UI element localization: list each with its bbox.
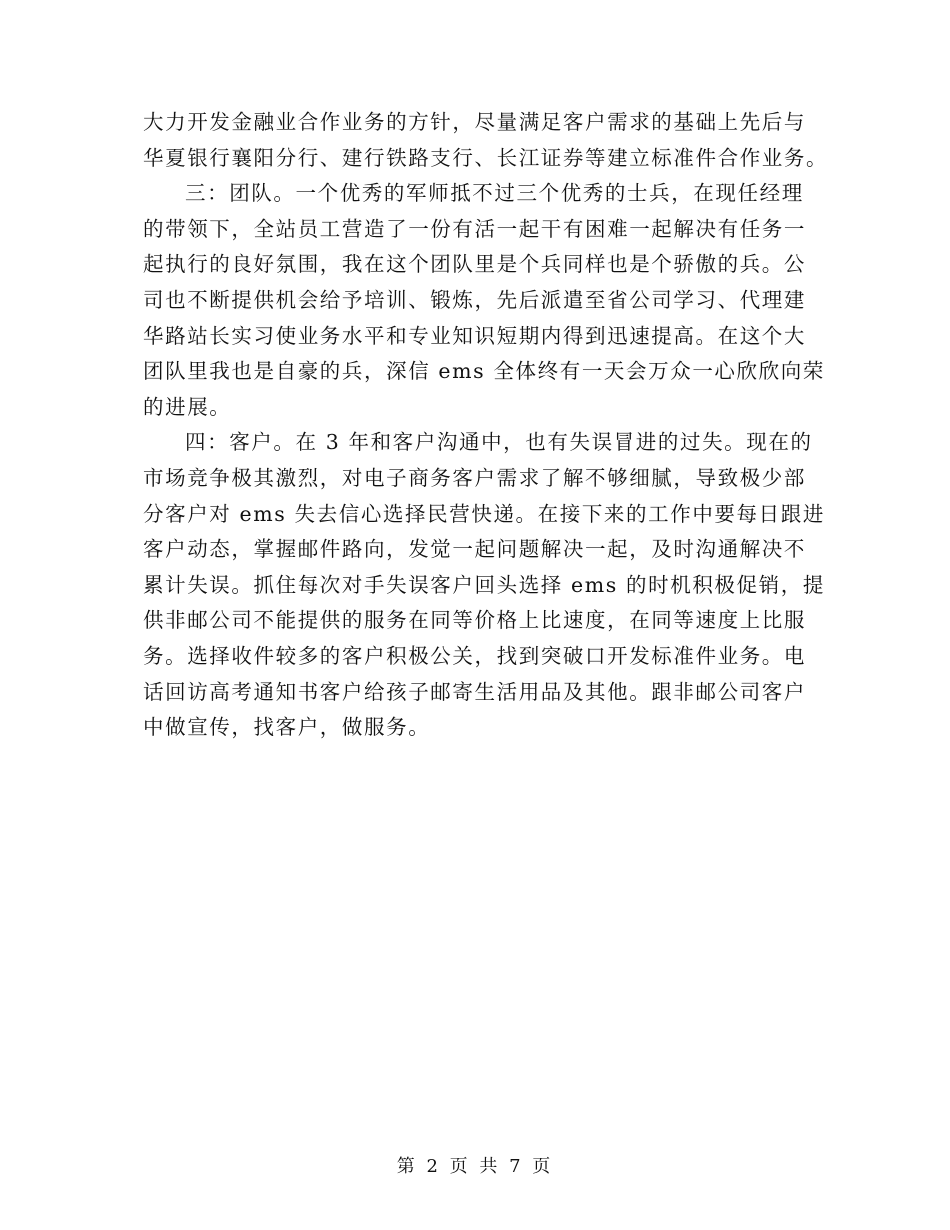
text-line: 四：客户。在 3 年和客户沟通中，也有失误冒进的过失。现在的 [185,430,813,455]
page-number-footer: 第 2 页 共 7 页 [396,1156,554,1177]
text-line: 客户动态，掌握邮件路向，发觉一起问题解决一起，及时沟通解决不 [143,537,806,562]
text-line: 务。选择收件较多的客户积极公关，找到突破口开发标准件业务。电 [143,643,806,668]
text-line: 话回访高考通知书客户给孩子邮寄生活用品及其他。跟非邮公司客户 [143,679,806,704]
paragraph-customer [143,425,825,745]
text-line: 华路站长实习使业务水平和专业知识短期内得到迅速提高。在这个大 [143,323,806,348]
text-line: 累计失误。抓住每次对手失误客户回头选择 ems 的时机积极促销，提 [143,572,825,597]
paragraph-1 [143,105,829,176]
text-line: 中做宣传，找客户，做服务。 [143,715,431,740]
text-line: 起执行的良好氛围，我在这个团队里是个兵同样也是个骄傲的兵。公 [143,252,806,277]
text-line: 供非邮公司不能提供的服务在同等价格上比速度，在同等速度上比服 [143,608,806,633]
text-line: 三：团队。一个优秀的军师抵不过三个优秀的士兵，在现任经理 [185,181,804,206]
text-line: 市场竞争极其激烈，对电子商务客户需求了解不够细腻，导致极少部 [143,465,806,490]
text-line: 华夏银行襄阳分行、建行铁路支行、长江证券等建立标准件合作业务。 [143,145,829,170]
text-line: 分客户对 ems 失去信心选择民营快递。在接下来的工作中要每日跟进 [143,501,825,526]
text-line: 团队里我也是自豪的兵，深信 ems 全体终有一天会万众一心欣欣向荣 [143,359,825,384]
document-body [143,105,829,746]
text-line: 的带领下，全站员工营造了一份有活一起干有困难一起解决有任务一 [143,216,806,241]
text-line: 大力开发金融业合作业务的方针，尽量满足客户需求的基础上先后与 [143,110,806,134]
paragraph-team [143,176,825,425]
text-line: 司也不断提供机会给予培训、锻炼，先后派遣至省公司学习、代理建 [143,287,806,312]
text-line: 的进展。 [143,394,232,419]
